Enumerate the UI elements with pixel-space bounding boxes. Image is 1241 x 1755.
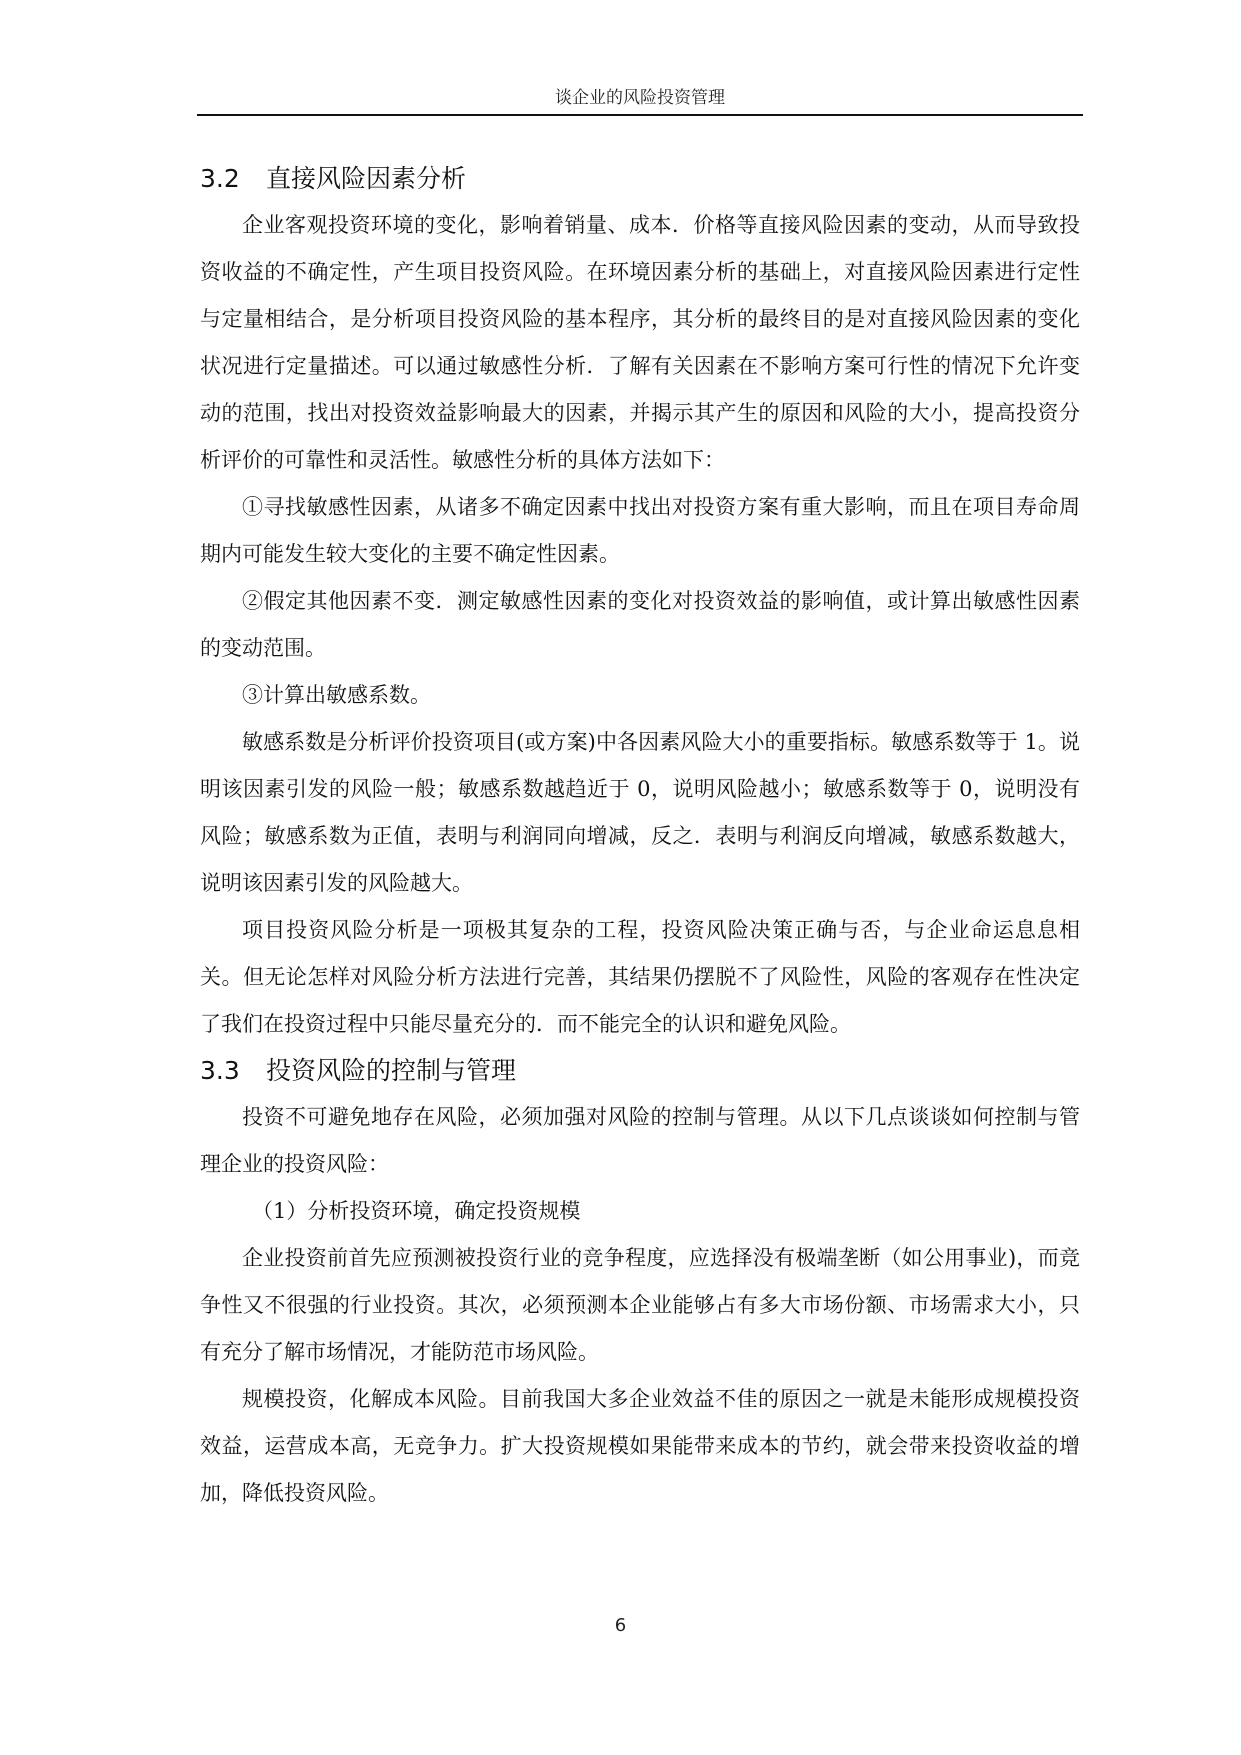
page-content [200, 156, 1080, 1517]
list-item: ①寻找敏感性因素，从诸多不确定因素中找出对投资方案有重大影响，而且在项目寿命周期内可能发生较大变化的主要不确定性因素。 [200, 495, 1080, 566]
header-rule [197, 114, 1083, 116]
paragraph: 规模投资，化解成本风险。目前我国大多企业效益不佳的原因之一就是未能形成规模投资效益，运营成本高，无竞争力。扩大投资规模如果能带来成本的节约，就会带来投资收益的增加，降低投资风险。 [200, 1387, 1080, 1505]
section-number: 3.2 [200, 164, 240, 193]
section-number: 3.3 [200, 1056, 240, 1085]
paragraph: 企业投资前首先应预测被投资行业的竞争程度，应选择没有极端垄断（如公用事业)，而竞争性又不很强的行业投资。其次，必须预测本企业能够占有多大市场份额、市场需求大小，只有充分了解市场情况，才能防范市场风险。 [200, 1246, 1080, 1364]
paragraph: 投资不可避免地存在风险，必须加强对风险的控制与管理。从以下几点谈谈如何控制与管理企业的投资风险： [200, 1105, 1080, 1176]
subsection-heading: （1）分析投资环境，确定投资规模 [252, 1199, 581, 1223]
list-item: ②假定其他因素不变．测定敏感性因素的变化对投资效益的影响值，或计算出敏感性因素的变动范围。 [200, 589, 1080, 660]
section-title: 直接风险因素分析 [266, 164, 467, 193]
page-number: 6 [614, 1615, 627, 1636]
running-header: 谈企业的风险投资管理 [555, 88, 725, 108]
section-heading-3-2 [200, 156, 1080, 202]
section-heading-3-3 [200, 1048, 1080, 1094]
list-item: ③计算出敏感系数。 [242, 683, 431, 707]
section-title: 投资风险的控制与管理 [266, 1056, 517, 1085]
paragraph: 敏感系数是分析评价投资项目(或方案)中各因素风险大小的重要指标。敏感系数等于 1。说明该因素引发的风险一般；敏感系数越趋近于 0，说明风险越小；敏感系数等于 0，说明没有风险；敏感系数为正值，表明与利润同向增减，反之．表明与利润反向增减，敏感系数越大，说明该因素引发的风险越大。 [200, 730, 1080, 895]
paragraph: 企业客观投资环境的变化，影响着销量、成本．价格等直接风险因素的变动，从而导致投资收益的不确定性，产生项目投资风险。在环境因素分析的基础上，对直接风险因素进行定性与定量相结合，是分析项目投资风险的基本程序，其分析的最终目的是对直接风险因素的变化状况进行定量描述。可以通过敏感性分析．了解有关因素在不影响方案可行性的情况下允许变动的范围，找出对投资效益影响最大的因素，并揭示其产生的原因和风险的大小，提高投资分析评价的可靠性和灵活性。敏感性分析的具体方法如下： [200, 213, 1080, 472]
paragraph: 项目投资风险分析是一项极其复杂的工程，投资风险决策正确与否，与企业命运息息相关。但无论怎样对风险分析方法进行完善，其结果仍摆脱不了风险性，风险的客观存在性决定了我们在投资过程中只能尽量充分的．而不能完全的认识和避免风险。 [200, 918, 1080, 1036]
